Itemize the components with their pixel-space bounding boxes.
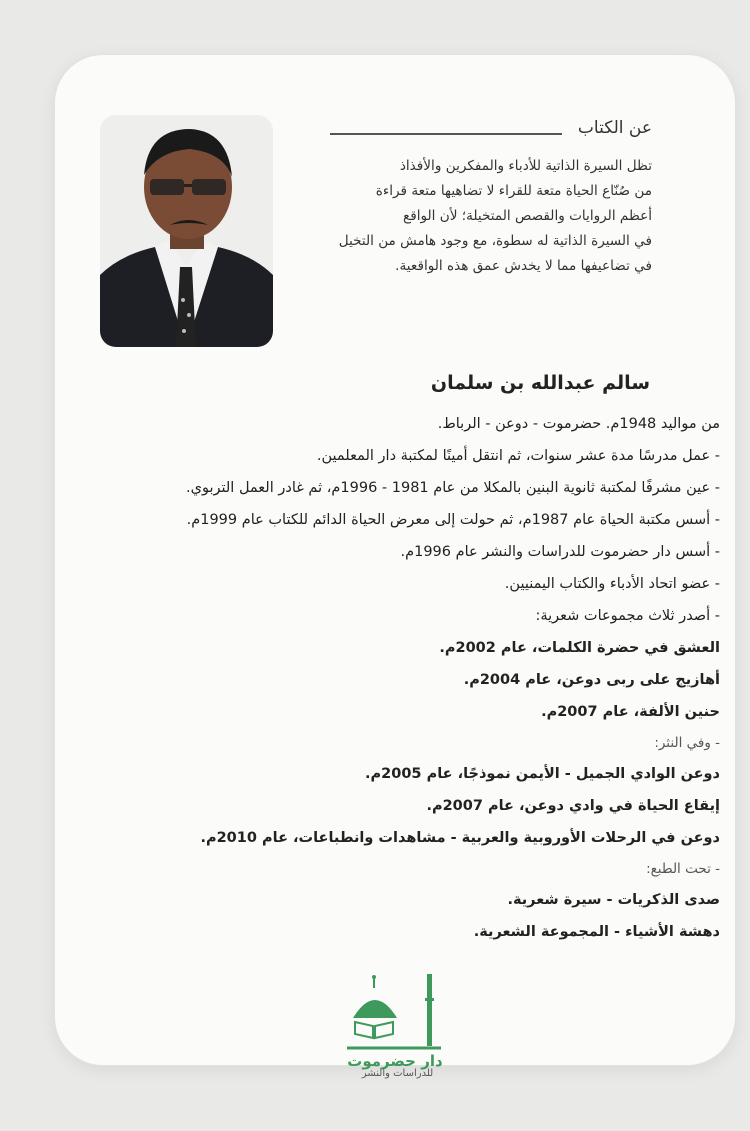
- about-line: أعظم الروايات والقصص المتخيلة؛ لأن الواقع: [402, 208, 652, 224]
- about-heading-row: [330, 118, 652, 142]
- forthcoming-heading: - تحت الطبع:: [646, 861, 720, 877]
- prose-title: دوعن في الرحلات الأوروبية والعربية - مشاهدات وانطباعات، عام 2010م.: [200, 830, 720, 846]
- prose-heading: - وفي النثر:: [654, 735, 720, 751]
- author-photo: [100, 115, 273, 347]
- about-line: في السيرة الذاتية له سطوة، مع وجود هامش من التخيل: [338, 233, 652, 249]
- poetry-title: العشق في حضرة الكلمات، عام 2002م.: [439, 640, 720, 656]
- heading-rule: [330, 133, 562, 135]
- about-line: تظل السيرة الذاتية للأدباء والمفكرين والأفذاذ: [399, 158, 652, 174]
- publisher-tagline: للدراسات والنشر: [361, 1068, 434, 1079]
- bio-line: - أسس دار حضرموت للدراسات والنشر عام 1996م.: [400, 544, 720, 560]
- bio-line: - أصدر ثلاث مجموعات شعرية:: [535, 608, 720, 624]
- author-portrait: [100, 115, 273, 347]
- bio-line: - عمل مدرسًا مدة عشر سنوات، ثم انتقل أمينًا لمكتبة دار المعلمين.: [316, 448, 720, 464]
- about-line: من صُنّاع الحياة متعة للقراء لا تضاهيها متعة قراءة: [375, 183, 652, 199]
- prose-title: إيقاع الحياة في وادي دوعن، عام 2007م.: [426, 798, 720, 814]
- forthcoming-title: دهشة الأشياء - المجموعة الشعرية.: [473, 924, 720, 940]
- bio-line: - أسس مكتبة الحياة عام 1987م، ثم حولت إلى معرض الحياة الدائم للكتاب عام 1999م.: [186, 512, 720, 528]
- poetry-title: أهازيج على ربى دوعن، عام 2004م.: [463, 672, 720, 688]
- bio-line: - عين مشرفًا لمكتبة ثانوية البنين بالمكلا من عام 1981 - 1996م، ثم غادر العمل التربوي.: [186, 480, 720, 496]
- bio-line: - عضو اتحاد الأدباء والكتاب اليمنيين.: [504, 576, 720, 592]
- prose-title: دوعن الوادي الجميل - الأيمن نموذجًا، عام 2005م.: [365, 766, 720, 782]
- author-bio: [100, 408, 720, 948]
- poetry-title: حنين الألفة، عام 2007م.: [541, 704, 720, 720]
- about-heading: عن الكتاب: [577, 118, 652, 138]
- publisher-logo-text: دار حضرموت: [347, 1052, 443, 1070]
- about-line: في تضاعيفها مما لا يخدش عمق هذه الواقعية.: [395, 258, 652, 274]
- forthcoming-title: صدى الذكريات - سيرة شعرية.: [507, 892, 720, 908]
- about-paragraph: [296, 154, 652, 279]
- bio-line: من مواليد 1948م. حضرموت - دوعن - الرباط.: [437, 416, 720, 432]
- author-name: سالم عبدالله بن سلمان: [430, 372, 650, 394]
